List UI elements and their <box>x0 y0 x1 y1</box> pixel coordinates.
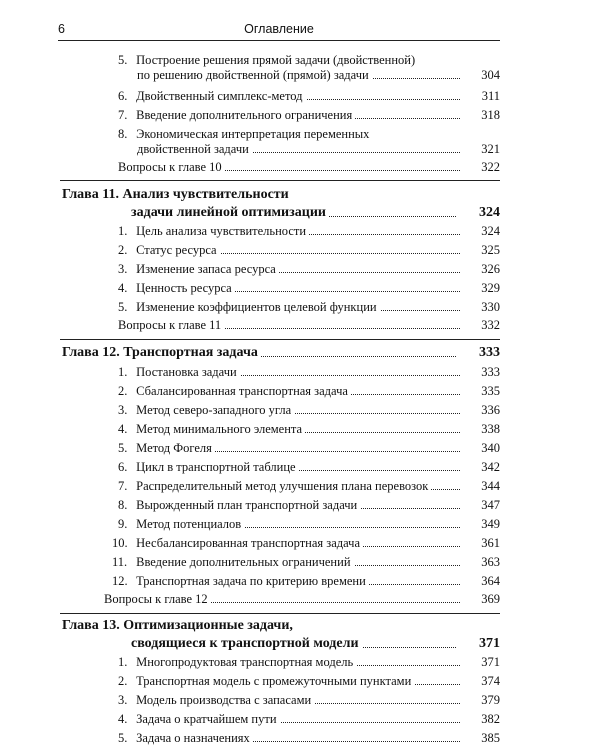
toc-entry: 1. Постановка задачи 333 <box>118 365 500 379</box>
page-ref: 333 <box>460 345 500 361</box>
toc-entry: 5. Метод Фогеля 340 <box>118 441 500 455</box>
divider <box>60 613 500 614</box>
page-title: Оглавление <box>244 22 314 36</box>
toc-entry: 1. Цель анализа чувствительности 324 <box>118 224 500 238</box>
toc-entry: 7. Введение дополнительного ограничения 318 <box>118 108 500 122</box>
page-ref: 304 <box>464 68 500 82</box>
toc-entry: Вопросы к главе 10 322 <box>118 160 500 174</box>
toc-entry: 2. Статус ресурса 325 <box>118 243 500 257</box>
toc-line: 5. Построение решения прямой задачи (двойственной) <box>118 53 500 67</box>
toc-entry: 5. Задача о назначениях 385 <box>118 731 500 745</box>
toc-entry: 6. Двойственный симплекс-метод 311 <box>118 89 500 103</box>
toc-line: 8. Экономическая интерпретация переменных <box>118 127 500 141</box>
toc-entry: 4. Задача о кратчайшем пути 382 <box>118 712 500 726</box>
divider <box>60 339 500 340</box>
toc-entry: 6. Цикл в транспортной таблице 342 <box>118 460 500 474</box>
chapter-title: Глава 12. Транспортная задача 333 <box>62 345 500 360</box>
page-ref: 322 <box>464 160 500 174</box>
page-ref: 371 <box>460 636 500 652</box>
toc-entry: 8. Вырожденный план транспортной задачи 347 <box>118 498 500 512</box>
toc-entry: 7. Распределительный метод улучшения плана перевозок 344 <box>118 479 500 493</box>
toc-entry: Вопросы к главе 11 332 <box>118 318 500 332</box>
toc-entry: 12. Транспортная задача по критерию времени 364 <box>112 574 500 588</box>
chapter-title: сводящиеся к транспортной модели 371 <box>62 636 500 652</box>
toc-entry: 3. Модель производства с запасами 379 <box>118 693 500 707</box>
toc-entry: 9. Метод потенциалов 349 <box>118 517 500 531</box>
toc-entry: двойственной задачи 321 <box>118 142 500 156</box>
toc-entry: 4. Ценность ресурса 329 <box>118 281 500 295</box>
page-number: 6 <box>58 22 65 36</box>
toc-entry: 2. Сбалансированная транспортная задача 335 <box>118 384 500 398</box>
toc-entry: 1. Многопродуктовая транспортная модель 371 <box>118 655 500 669</box>
page-ref: 324 <box>460 205 500 221</box>
chapter-title: задачи линейной оптимизации 324 <box>62 205 500 221</box>
toc-entry: 5. Изменение коэффициентов целевой функции 330 <box>118 300 500 314</box>
toc-entry: Вопросы к главе 12 369 <box>104 592 500 606</box>
toc-entry: 4. Метод минимального элемента 338 <box>118 422 500 436</box>
page-ref: 311 <box>464 89 500 103</box>
toc-entry: 10. Несбалансированная транспортная задача 361 <box>112 536 500 550</box>
divider <box>60 180 500 181</box>
chapter-title: Глава 13. Оптимизационные задачи, <box>62 618 500 634</box>
toc-entry: 2. Транспортная модель с промежуточными пунктами 374 <box>118 674 500 688</box>
toc-entry: по решению двойственной (прямой) задачи 304 <box>118 68 500 82</box>
page-ref: 318 <box>464 108 500 122</box>
toc-entry: 11. Введение дополнительных ограничений 363 <box>112 555 500 569</box>
toc-entry: 3. Метод северо-западного угла 336 <box>118 403 500 417</box>
toc-entry: 3. Изменение запаса ресурса 326 <box>118 262 500 276</box>
chapter-title: Глава 11. Анализ чувствительности <box>62 187 500 203</box>
page-ref: 321 <box>464 142 500 156</box>
